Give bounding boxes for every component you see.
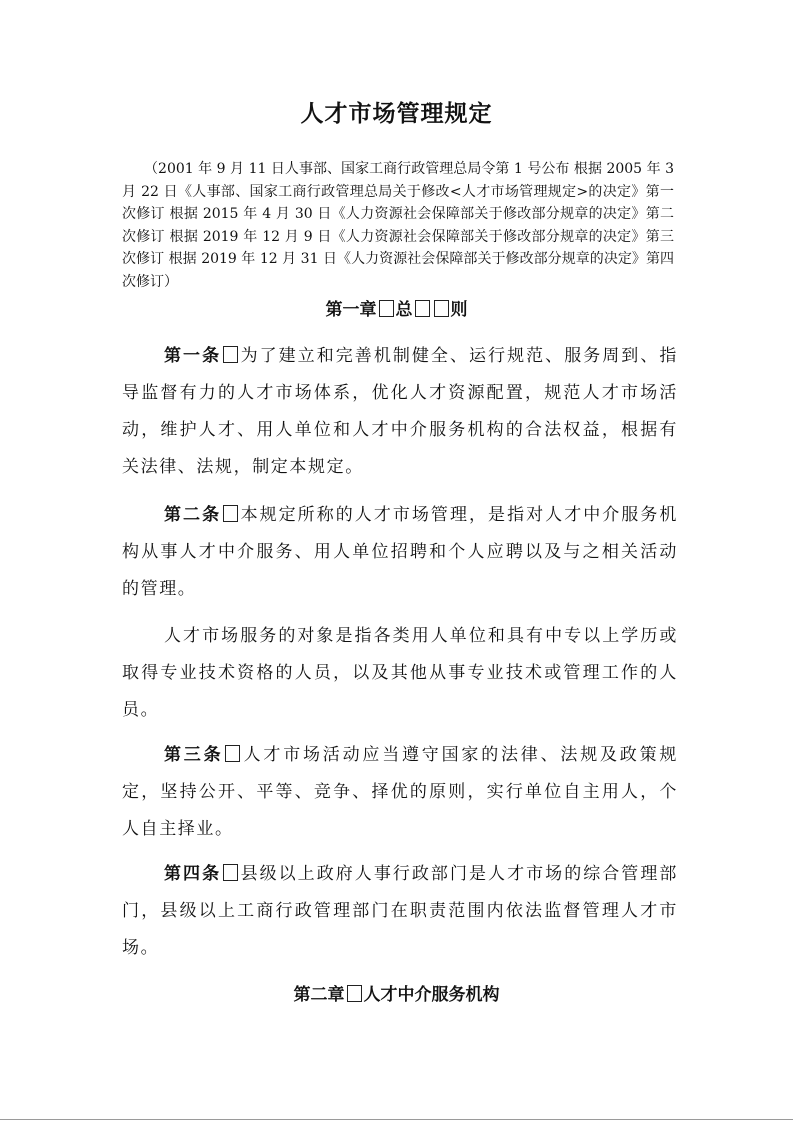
- chapter-1-title-part1: 总: [395, 300, 413, 320]
- article-1: [122, 338, 678, 486]
- placeholder-box-icon: [225, 745, 240, 762]
- article-2-text: 本规定所称的人才市场管理，是指对人才中介服务机构从事人才中介服务、用人单位招聘和个人应聘以及与之相关活动的管理。: [122, 505, 678, 599]
- placeholder-box-icon: [223, 505, 238, 522]
- chapter-2-prefix: 第二章: [293, 985, 345, 1005]
- article-3-text: 人才市场活动应当遵守国家的法律、法规及政策规定，坚持公开、平等、竞争、择优的原则，实行单位自主用人，个人自主择业。: [122, 745, 678, 839]
- article-4: [122, 856, 678, 967]
- article-4-text: 县级以上政府人事行政部门是人才市场的综合管理部门，县级以上工商行政管理部门在职责范围内依法监督管理人才市场。: [122, 864, 678, 958]
- placeholder-box-icon: [415, 300, 430, 317]
- placeholder-box-icon: [379, 300, 394, 317]
- article-2-label: 第二条: [164, 505, 222, 525]
- chapter-1-title-part2: 则: [450, 300, 468, 320]
- page-bottom-divider: [0, 1119, 793, 1120]
- article-1-label: 第一条: [164, 346, 222, 366]
- chapter-1-prefix: 第一章: [325, 300, 377, 320]
- article-4-label: 第四条: [164, 864, 222, 884]
- chapter-2-heading: [0, 980, 793, 1010]
- revision-note: （2001 年 9 月 11 日人事部、国家工商行政管理总局令第 1 号公布 根据 2005 年 3 月 22 日《人事部、国家工商行政管理总局关于修改<人才市场管理规定>的决定》第一次修订 根据 2015 年 4 月 30 日《人力资源社会保障部关于修改部分规章的决定》第二次修订 根据 2019 年 12 月 9 日《人力资源社会保障部关于修改部分规章的决定》第三次修订 根据 2019 年 12 月 31 日《人力资源社会保障部关于修改部分规章的决定》第四次修订）: [122, 161, 674, 290]
- article-2-paragraph-2-text: 人才市场服务的对象是指各类用人单位和具有中专以上学历或取得专业技术资格的人员，以及其他从事专业技术或管理工作的人员。: [122, 626, 678, 720]
- article-2-paragraph-2: [122, 618, 678, 729]
- document-title: 人才市场管理规定: [300, 100, 493, 127]
- article-3: [122, 737, 678, 848]
- article-2: [122, 497, 678, 608]
- placeholder-box-icon: [434, 300, 449, 317]
- article-3-label: 第三条: [164, 745, 224, 765]
- placeholder-box-icon: [223, 864, 238, 881]
- placeholder-box-icon: [223, 346, 238, 363]
- chapter-1-heading: [0, 295, 793, 325]
- article-1-text: 为了建立和完善机制健全、运行规范、服务周到、指导监督有力的人才市场体系，优化人才资源配置，规范人才市场活动，维护人才、用人单位和人才中介服务机构的合法权益，根据有关法律、法规，制定本规定。: [122, 346, 678, 477]
- chapter-2-title: 人才中介服务机构: [363, 985, 500, 1005]
- placeholder-box-icon: [347, 985, 362, 1002]
